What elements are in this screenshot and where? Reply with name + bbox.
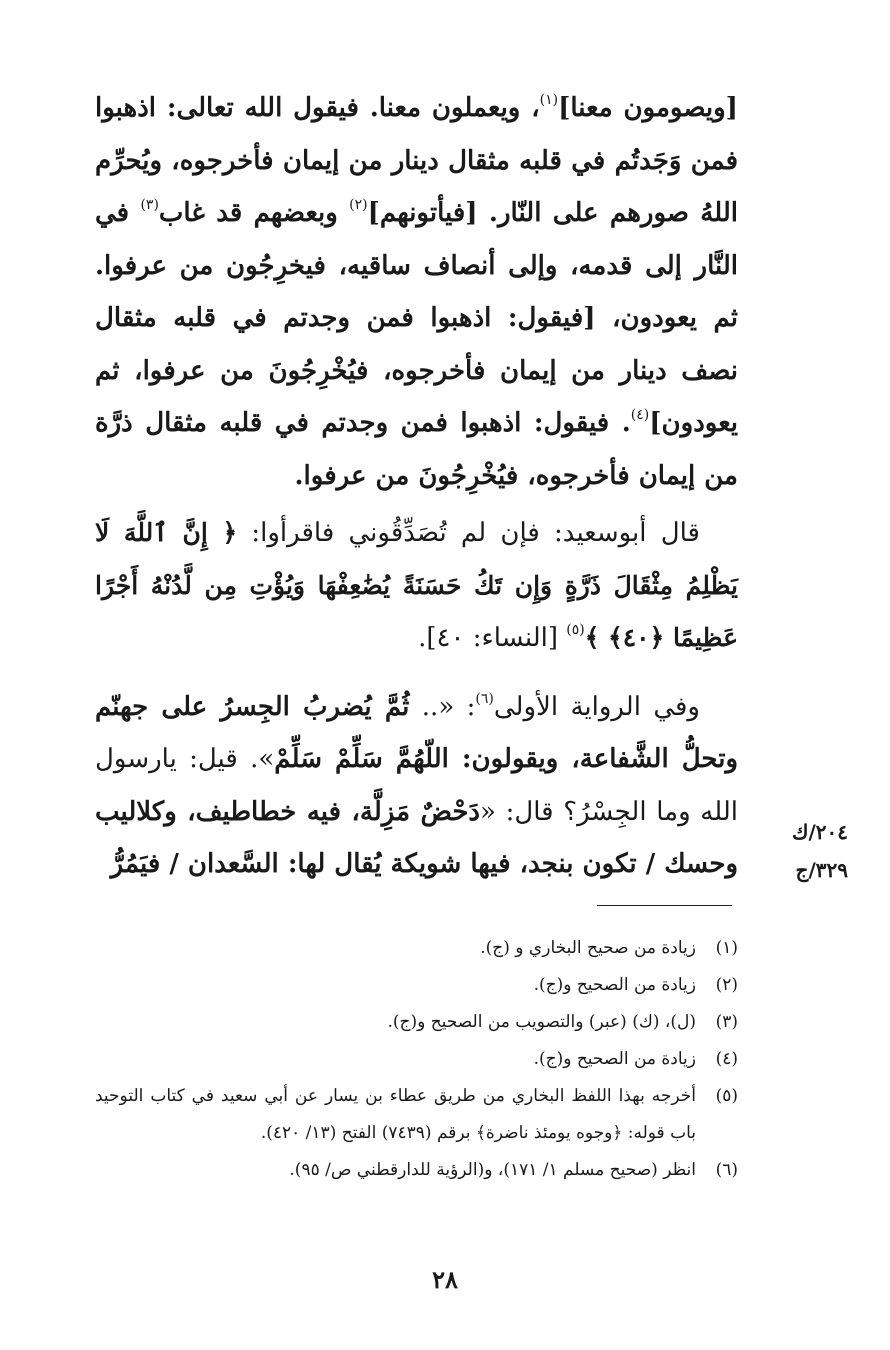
text-span: قال أبوسعيد: فإن لم تُصَدِّقُوني فاقرأوا: <box>237 518 700 548</box>
text-span: وبعضهم قد غاب <box>158 198 350 228</box>
footnote-divider <box>597 905 732 906</box>
footnote-text: انظر (صحيح مسلم ١/ ١٧١)، و(الرؤية للدارقطني ص/ ٩٥). <box>289 1160 696 1180</box>
paragraph-1 <box>95 82 738 502</box>
footnote-item <box>95 1041 738 1078</box>
text-span: : «.. <box>409 691 476 722</box>
text-span: . فيقول: اذهبوا فمن وجدتم في قلبه مثقال ذرَّة من إيمان فأخرجوه، فيُخْرِجُونَ من عرفوا. <box>95 408 738 491</box>
footnote-item <box>95 1004 738 1041</box>
paragraph-2 <box>95 507 738 665</box>
manuscript-marker: ٢٠٤/ك <box>791 820 848 844</box>
paragraph-3 <box>95 681 738 891</box>
manuscript-marker: ٣٢٩/ج <box>795 858 848 882</box>
footnote-ref[interactable]: (٤) <box>630 407 650 423</box>
footnote-number: (٥) <box>715 1086 738 1106</box>
footnotes-section <box>95 930 738 1189</box>
footnote-text: (ل)، (ك) (عبر) والتصويب من الصحيح و(ج). <box>387 1012 696 1032</box>
footnote-ref[interactable]: (١) <box>539 92 559 108</box>
hadith-bold-text: ثُمَّ يُضربُ الجِسرُ على جهنّم وتحلُّ الشَّفاعة، ويقولون: اللّهُمَّ سَلِّمْ سَلِّمْ <box>95 691 738 774</box>
text-span: في النَّار إلى قدمه، وإلى أنصاف ساقيه، فيخرِجُون من عرفوا. ثم يعودون، [فيقول: اذهبوا فمن وجدتم في قلبه مثقال نصف دينار من إيمان فأخرجوه، فيُخْرِجُونَ من عرفوا، ثم يعودون] <box>95 198 738 438</box>
footnote-item <box>95 967 738 1004</box>
footnote-text: زيادة من الصحيح و(ج). <box>533 1049 696 1069</box>
footnote-number: (١) <box>715 938 738 958</box>
footnote-ref[interactable]: (٦) <box>475 690 494 707</box>
text-span: وفي الرواية الأولى <box>493 691 700 722</box>
page-number: ٢٨ <box>432 1265 458 1294</box>
text-span: [ويصومون معنا] <box>558 93 738 123</box>
footnote-ref[interactable]: (٣) <box>140 197 159 213</box>
main-text <box>95 82 738 891</box>
footnote-item <box>95 930 738 967</box>
footnote-text: أخرجه بهذا اللفظ البخاري من طريق عطاء بن يسار عن أبي سعيد في كتاب التوحيد باب قوله: ﴿وجوه يومئذ ناضرة﴾ برقم (٧٤٣٩) الفتح (١٣/ ٤٢٠). <box>95 1086 696 1143</box>
footnote-ref[interactable]: (٥) <box>566 622 585 638</box>
footnote-text: زيادة من الصحيح و(ج). <box>533 975 696 995</box>
text-span: ». قيل: يارسول الله وما الجِسْرُ؟ قال: « <box>95 744 738 827</box>
text-span: ، ويعملون معنا. فيقول الله تعالى: اذهبوا فمن وَجَدتُم في قلبه مثقال دينار من إيمان فأخرجوه، ويُحرِّم اللهُ صورهم على النّار. [فيأتونهم] <box>95 93 739 228</box>
text-span: [النساء: ٤٠]. <box>418 623 567 653</box>
footnote-text: زيادة من صحيح البخاري و (ج). <box>480 938 696 958</box>
footnote-ref[interactable]: (٢) <box>349 197 368 213</box>
footnote-number: (٣) <box>715 1012 738 1032</box>
footnote-item <box>95 1152 738 1189</box>
footnote-number: (٢) <box>715 975 738 995</box>
footnote-item <box>95 1078 738 1152</box>
footnote-number: (٦) <box>715 1160 738 1180</box>
hadith-bold-text: دَحْضٌ مَزِلَّة، فيه خطاطيف، وكلاليب وحسك / تكون بنجد، فيها شويكة يُقال لها: السَّعدان / فيَمُرُّ <box>95 796 738 879</box>
quran-verse: ﴿ إِنَّ ٱللَّهَ لَا يَظْلِمُ مِثْقَالَ ذَرَّةٍ وَإِن تَكُ حَسَنَةً يُضَٰعِفْهَا وَيُؤْتِ مِن لَّدُنْهُ أَجْرًا عَظِيمًا ﴿٤٠﴾ ﴾ <box>95 518 738 652</box>
footnote-number: (٤) <box>715 1049 738 1069</box>
